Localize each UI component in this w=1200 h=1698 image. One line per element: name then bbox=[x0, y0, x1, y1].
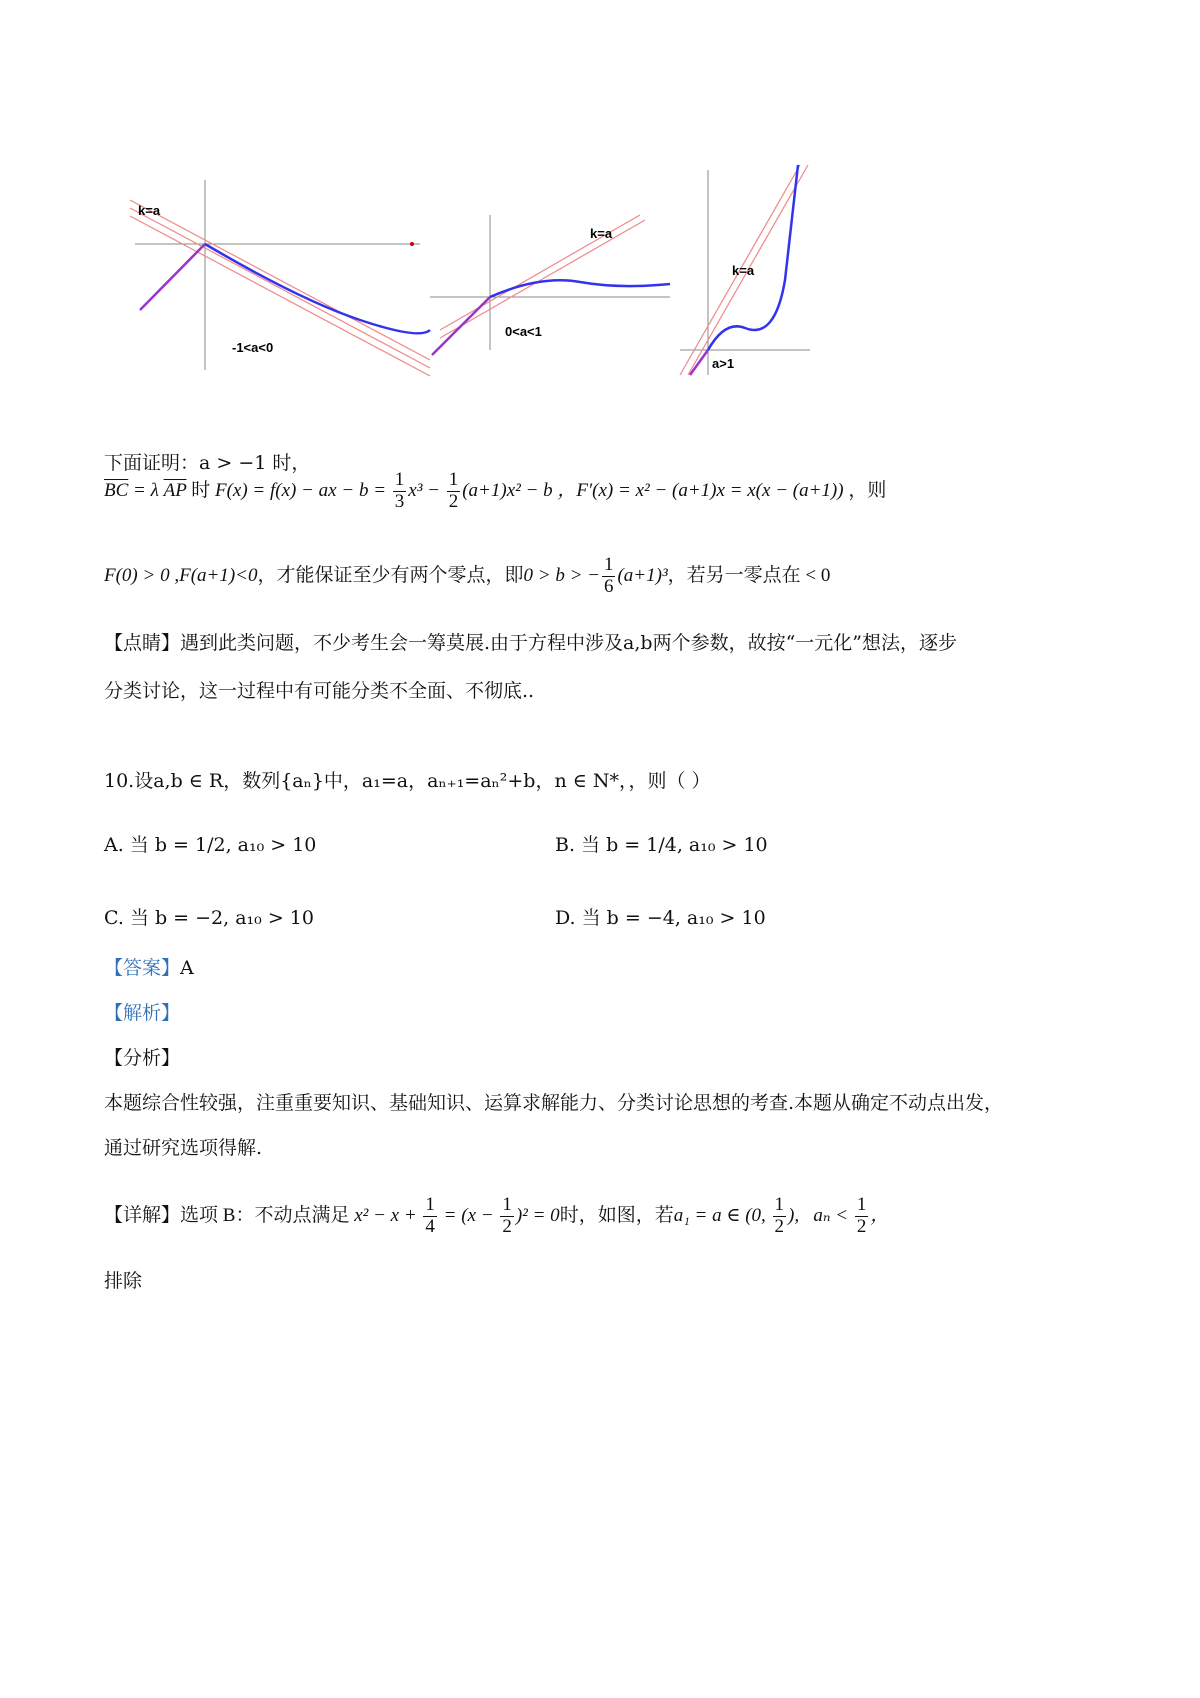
right-range-label: a>1 bbox=[712, 356, 735, 371]
fenxi-label: 【分析】 bbox=[104, 1047, 181, 1069]
formula-line-3: F(0) > 0 ,F(a+1)<0，才能保证至少有两个零点，即0 > b > − $\frac{1}{6}$ (a+1)³，若另一零点在 < 0 bbox=[104, 554, 831, 597]
dianjing-line-1 bbox=[104, 630, 957, 657]
option-b: B. 当 b = 1/4, a₁₀ > 10 bbox=[555, 834, 768, 856]
right-k-label: k=a bbox=[732, 263, 755, 278]
fenxi-line-2: 通过研究选项得解. bbox=[104, 1137, 263, 1159]
paichu-text: 排除 bbox=[104, 1270, 143, 1292]
line3-text: ，才能保证至少有两个零点，即 bbox=[257, 564, 524, 586]
xiangjie-line: 【详解】选项 B：不动点满足 x² − x + $\frac{1}{4}$ = (x − $\frac{1}{2}$ )² = 0时，如图，若a₁ = a ∈ (0, $\frac{1}{2}$ ), aₙ < $\frac{1}{2}$ ， bbox=[104, 1194, 890, 1237]
dianjing-line-2: 分类讨论，这一过程中有可能分类不全面、不彻底.. bbox=[104, 680, 535, 702]
dianjing-text-1: 遇到此类问题，不少考生会一筹莫展.由于方程中涉及a,b两个参数，故按“一元化”想法，逐步 bbox=[180, 632, 958, 654]
answer-label: 【答案】 bbox=[104, 957, 181, 979]
left-range-label: -1<a<0 bbox=[232, 340, 274, 355]
option-d: D. 当 b = −4, a₁₀ > 10 bbox=[555, 907, 766, 929]
fenxi-line-1: 本题综合性较强，注重重要知识、基础知识、运算求解能力、分类讨论思想的考查.本题从确定不动点出发， bbox=[104, 1092, 1004, 1114]
dianjing-label: 【点睛】 bbox=[104, 632, 181, 654]
left-k-label: k=a bbox=[138, 203, 161, 218]
option-a: A. 当 b = 1/2, a₁₀ > 10 bbox=[104, 834, 317, 856]
answer-line bbox=[104, 955, 194, 982]
graph-left bbox=[130, 180, 430, 376]
middle-k-label: k=a bbox=[590, 226, 613, 241]
middle-range-label: 0<a<1 bbox=[505, 324, 542, 339]
question-10-stem: 10.设a,b ∈ R，数列{aₙ}中，a₁=a，aₙ₊₁=aₙ²+b，n ∈ N*，，则（ ） bbox=[104, 770, 711, 792]
xiangjie-text: 选项 B：不动点满足 bbox=[180, 1204, 350, 1226]
xiangjie-label: 【详解】 bbox=[104, 1204, 181, 1226]
line2-end-text: ，则 bbox=[848, 479, 887, 501]
graph-right bbox=[680, 165, 810, 375]
graph-middle bbox=[430, 215, 670, 355]
xiangjie-mid: 时，如图，若 bbox=[559, 1204, 674, 1226]
graph-figures bbox=[120, 160, 820, 390]
proof-intro: 下面证明：a > −1 时， bbox=[104, 452, 311, 474]
line2-mid-text: 时 bbox=[191, 479, 211, 501]
line3-end-text: ，若另一零点在 < 0 bbox=[667, 564, 831, 586]
jiexi-label: 【解析】 bbox=[104, 1002, 181, 1024]
answer-value: A bbox=[180, 957, 194, 979]
option-c: C. 当 b = −2, a₁₀ > 10 bbox=[104, 907, 314, 929]
formula-line-2: $\overline{BC} = \lambda$ $\overline{AP}$ 时 F(x) = f(x) − ax − b = $\frac{1}{3}$ x³ − $\frac{1}{2}$ (a+1)x² − b ，F′(x) = x² − (a+1)x = x(x − (a+1)) ，则 bbox=[104, 469, 887, 512]
